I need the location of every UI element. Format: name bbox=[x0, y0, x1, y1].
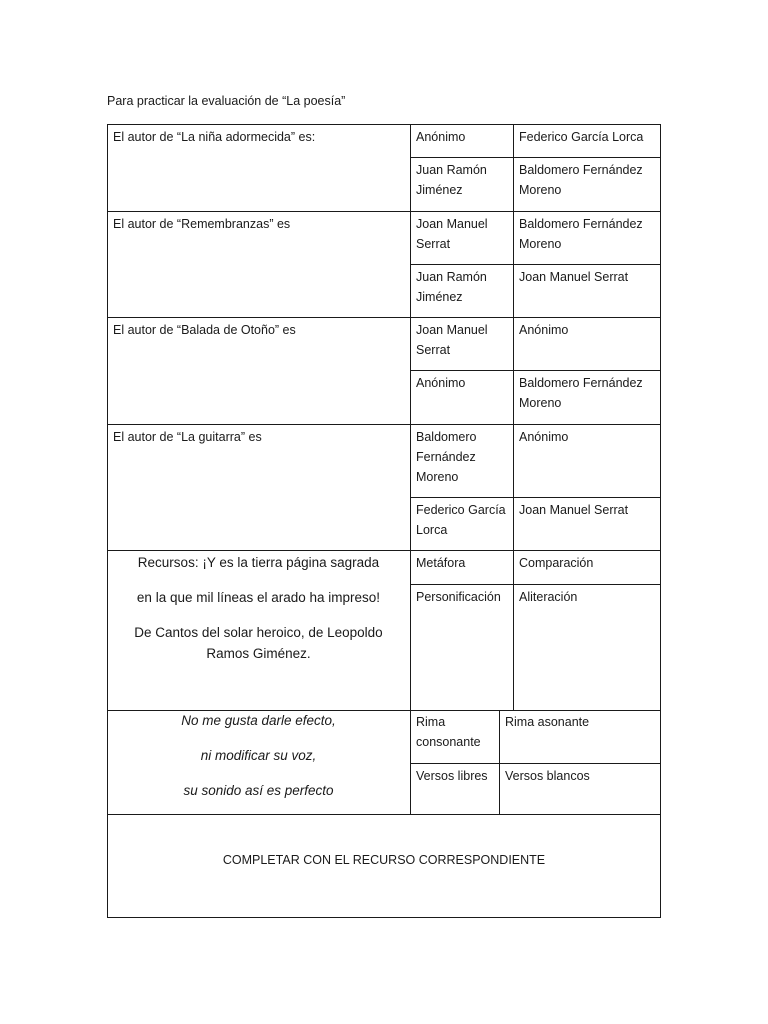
question-cell: El autor de “Remembranzas” es bbox=[113, 217, 291, 231]
table-border bbox=[410, 497, 661, 498]
poem-verse bbox=[112, 710, 405, 801]
recursos-verse bbox=[112, 552, 405, 664]
footer-instruction: COMPLETAR CON EL RECURSO CORRESPONDIENTE bbox=[222, 853, 546, 867]
table-border bbox=[107, 124, 661, 125]
option-cell: Versos blancos bbox=[505, 769, 590, 783]
table-border bbox=[107, 550, 661, 551]
option-cell: Juan Ramón Jiménez bbox=[416, 163, 487, 197]
document-title: Para practicar la evaluación de “La poesía” bbox=[107, 94, 346, 108]
source-note: De Cantos del solar heroico, de Leopoldo Ramos Giménez. bbox=[134, 625, 383, 661]
option-cell: Anónimo bbox=[416, 130, 466, 144]
table-border bbox=[410, 124, 411, 815]
table-border bbox=[513, 124, 514, 711]
table-border bbox=[410, 264, 661, 265]
table-border bbox=[660, 124, 661, 918]
option-cell: Anónimo bbox=[519, 430, 569, 444]
option-cell: Metáfora bbox=[416, 556, 466, 570]
table-border bbox=[107, 814, 661, 815]
option-cell: Anónimo bbox=[416, 376, 466, 390]
question-cell: El autor de “Balada de Otoño” es bbox=[113, 323, 296, 337]
table-border bbox=[107, 124, 108, 918]
option-cell: Personificación bbox=[416, 590, 501, 604]
table-border bbox=[107, 211, 661, 212]
table-border bbox=[107, 710, 661, 711]
option-cell: Baldomero Fernández Moreno bbox=[519, 376, 643, 410]
option-cell: Rima asonante bbox=[505, 715, 590, 729]
table-border bbox=[410, 584, 661, 585]
option-cell: Joan Manuel Serrat bbox=[519, 270, 629, 284]
option-cell: Joan Manuel Serrat bbox=[519, 503, 629, 517]
table-border bbox=[410, 370, 661, 371]
option-cell: Baldomero Fernández Moreno bbox=[519, 217, 643, 251]
table-border bbox=[107, 424, 661, 425]
table-border bbox=[410, 763, 661, 764]
verse-line: ni modificar su voz, bbox=[200, 748, 317, 763]
option-cell: Aliteración bbox=[519, 590, 578, 604]
option-cell: Baldomero Fernández Moreno bbox=[519, 163, 643, 197]
option-cell: Versos libres bbox=[416, 769, 488, 783]
option-cell: Baldomero Fernández Moreno bbox=[416, 430, 477, 484]
option-cell: Juan Ramón Jiménez bbox=[416, 270, 487, 304]
verse-line: Recursos: ¡Y es la tierra página sagrada bbox=[137, 555, 380, 570]
option-cell: Anónimo bbox=[519, 323, 569, 337]
option-cell: Comparación bbox=[519, 556, 594, 570]
table-border bbox=[107, 317, 661, 318]
table-border bbox=[107, 917, 661, 918]
option-cell: Federico García Lorca bbox=[416, 503, 506, 537]
verse-line: su sonido así es perfecto bbox=[183, 783, 334, 798]
question-cell: El autor de “La niña adormecida” es: bbox=[113, 130, 316, 144]
option-cell: Federico García Lorca bbox=[519, 130, 644, 144]
question-cell: El autor de “La guitarra” es bbox=[113, 430, 262, 444]
option-cell: Joan Manuel Serrat bbox=[416, 323, 488, 357]
verse-line: en la que mil líneas el arado ha impreso! bbox=[136, 590, 381, 605]
table-border bbox=[410, 157, 661, 158]
table-border bbox=[499, 710, 500, 815]
option-cell: Rima consonante bbox=[416, 715, 481, 749]
verse-line: No me gusta darle efecto, bbox=[181, 713, 336, 728]
option-cell: Joan Manuel Serrat bbox=[416, 217, 488, 251]
